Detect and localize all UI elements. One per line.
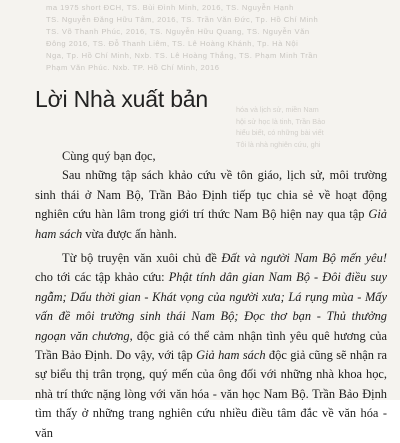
bleed-through-text (46, 2, 366, 74)
bleed-line: TS. Võ Thanh Phúc, 2016, TS. Nguyễn Hữu Quang, TS. Nguyễn Văn (46, 27, 310, 36)
bleed-line: Đông 2016, TS. Đỗ Thanh Liêm, TS. Lê Hoàng Khánh, Tp. Hà Nội (46, 39, 299, 48)
bleed-line: hiểu biết, có những bài viết (236, 128, 324, 138)
italic-title-list: Phật tính dân gian Nam Bộ - Đôi điều suy ngẫm; Dấu thời gian - Khát vọng của người xưa; Lá rụng mùa - Mấy vấn đề môi trường sinh thái Nam Bộ; Đọc thơ bạn - Thủ thưởng ngoạn văn chương, (35, 270, 387, 343)
bleed-line: Nga, Tp. Hồ Chí Minh, Nxb. TS. Lê Hoàng Thắng, TS. Phạm Minh Trần (46, 51, 318, 60)
bleed-line: hội sử học là tinh, Trần Bảo (236, 116, 326, 126)
bleed-line: TS. Nguyễn Đăng Hữu Tâm, 2016, TS. Trần Văn Đức, Tp. Hồ Chí Minh (46, 15, 319, 24)
text-run: độc giả có thể cảm nhận tình yêu quê hương của Trần Bảo Định. Do vậy, với tập (35, 328, 387, 363)
text-run: cho tới các tập khảo cứu: (35, 270, 169, 285)
text-run: Sau những tập sách khảo cứu về tôn giáo, lịch sử, môi trường sinh thái ở Nam Bộ, Trần Bảo Định tiếp tục chia sẻ về hoạt động nghiên cứu hàn lâm trong giới trí thức Nam Bộ hiện nay qua tập (35, 168, 387, 222)
greeting: Cùng quý bạn đọc, (62, 149, 156, 163)
bleed-line: ma 1975 short ĐCH, TS. Bùi Đình Minh, 2016, TS. Nguyễn Hạnh (46, 3, 294, 12)
italic-title: Giả ham sách (35, 207, 387, 241)
paragraph-2 (35, 249, 387, 443)
italic-title: Giả ham sách (196, 348, 266, 363)
text-run: vừa được ấn hành. (82, 226, 177, 241)
bleed-line: Phạm Văn Phúc. Nxb. TP. Hồ Chí Minh, 2016 (46, 63, 220, 72)
paragraph-1 (35, 166, 387, 244)
text-run: độc giả cũng sẽ nhận ra sự biểu thị trân trọng, quý mến của ông đối với những nhà khoa học, nhà trí thức nặng lòng với văn hóa - văn học Nam Bộ. Trần Bảo Định tìm thấy ở những trang nghiên cứu nhiều điều tâm đắc về văn hóa - văn (35, 348, 387, 440)
page-title: Lời Nhà xuất bản (35, 86, 208, 112)
body-text (35, 147, 387, 443)
bleed-through-tail (236, 104, 386, 150)
italic-title: Đất và người Nam Bộ mến yêu! (221, 251, 387, 266)
bleed-line: Tôi là nhà nghiên cứu, ghi (236, 139, 321, 149)
bleed-line: hóa và lịch sử, miền Nam (236, 105, 319, 114)
text-run: Từ bộ truyện văn xuôi chủ đề (62, 251, 222, 266)
